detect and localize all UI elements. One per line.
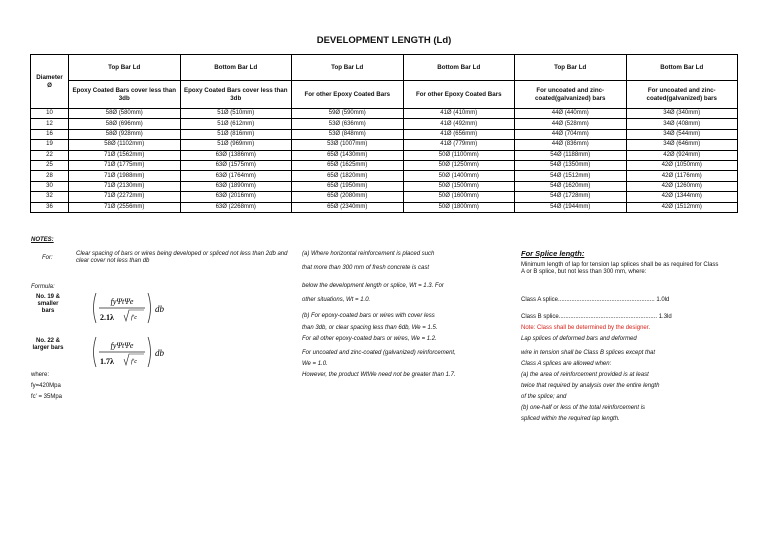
length-cell: 65Ø (1430mm) xyxy=(292,150,404,160)
length-cell: 65Ø (2080mm) xyxy=(292,192,404,202)
paren-left xyxy=(94,337,97,367)
designer-note: Note: Class shall be determined by the designer. xyxy=(521,325,651,331)
length-cell: 54Ø (1728mm) xyxy=(515,192,627,202)
diameter-cell: 25 xyxy=(31,160,69,170)
table-row xyxy=(31,160,738,170)
length-cell: 44Ø (704mm) xyxy=(515,129,627,139)
class-b-splice: Class B splice........................................................... 1.3ld xyxy=(521,314,672,320)
mid-note-line: (b) For epoxy-coated bars or wires with cover less xyxy=(302,313,435,319)
mid-note-line: other situations, Wt = 1.0. xyxy=(302,297,371,303)
diameter-cell: 19 xyxy=(31,140,69,150)
length-cell: 63Ø (1764mm) xyxy=(180,171,292,181)
length-cell: 65Ø (1950mm) xyxy=(292,181,404,191)
splice-line: (a) the area of reinforcement provided is at least xyxy=(521,372,649,378)
table-row xyxy=(31,192,738,202)
formula-numerator: fyΨtΨe xyxy=(110,297,134,306)
diameter-cell: 22 xyxy=(31,150,69,160)
mid-note-line: (a) Where horizontal reinforcement is placed such xyxy=(302,251,435,257)
length-cell: 42Ø (1176mm) xyxy=(626,171,738,181)
length-cell: 58Ø (696mm) xyxy=(69,119,181,129)
paren-left xyxy=(94,293,97,323)
length-cell: 58Ø (928mm) xyxy=(69,129,181,139)
table-row xyxy=(31,181,738,191)
formula-large-bars xyxy=(90,334,168,370)
length-cell: 51Ø (510mm) xyxy=(180,109,292,119)
length-cell: 54Ø (1350mm) xyxy=(515,160,627,170)
sub-header: Epoxy Coated Bars cover less than 3db xyxy=(180,81,292,109)
length-cell: 51Ø (969mm) xyxy=(180,140,292,150)
table-row xyxy=(31,109,738,119)
large-bars-label: No. 22 & larger bars xyxy=(32,338,64,352)
table-row xyxy=(31,119,738,129)
diameter-cell: 28 xyxy=(31,171,69,181)
table-subheader-row xyxy=(31,81,738,109)
mid-note-line: For uncoated and zinc-coated (galvanized) reinforcement, xyxy=(302,350,456,356)
fy-value: fy=420Mpa xyxy=(31,383,61,389)
paren-right xyxy=(148,293,151,323)
length-cell: 71Ø (2272mm) xyxy=(69,192,181,202)
diameter-header-label: Diameter xyxy=(36,74,63,82)
for-label: For: xyxy=(42,255,53,261)
diameter-cell: 30 xyxy=(31,181,69,191)
length-cell: 58Ø (1102mm) xyxy=(69,140,181,150)
notes-label: NOTES: xyxy=(31,237,54,243)
length-cell: 50Ø (1500mm) xyxy=(403,181,515,191)
length-cell: 63Ø (1386mm) xyxy=(180,150,292,160)
formula-numerator: fyΨtΨe xyxy=(110,341,134,350)
paren-right xyxy=(148,337,151,367)
length-cell: 41Ø (492mm) xyxy=(403,119,515,129)
length-cell: 63Ø (1575mm) xyxy=(180,160,292,170)
splice-line: Lap splices of deformed bars and deformed xyxy=(521,336,637,342)
length-cell: 50Ø (1400mm) xyxy=(403,171,515,181)
table-row xyxy=(31,129,738,139)
length-cell: 71Ø (2130mm) xyxy=(69,181,181,191)
group-header: Top Bar Ld xyxy=(292,55,404,81)
length-cell: 50Ø (1600mm) xyxy=(403,192,515,202)
formula-denominator: 2.1λ xyxy=(100,313,114,322)
length-cell: 41Ø (410mm) xyxy=(403,109,515,119)
small-bars-label: No. 19 & smaller bars xyxy=(35,294,60,315)
sub-header: For other Epoxy Coated Bars xyxy=(403,81,515,109)
diameter-cell: 12 xyxy=(31,119,69,129)
splice-line: wire in tension shall be Class B splices except that xyxy=(521,350,656,356)
sub-header: For other Epoxy Coated Bars xyxy=(292,81,404,109)
formula-label: Formula: xyxy=(31,284,55,290)
table-body xyxy=(31,109,738,213)
diameter-header xyxy=(31,55,69,109)
length-cell: 71Ø (1562mm) xyxy=(69,150,181,160)
formula-root: f'c xyxy=(131,314,138,321)
splice-line: Class A splices are allowed when: xyxy=(521,361,612,367)
formula-small-bars xyxy=(90,290,168,326)
diameter-cell: 10 xyxy=(31,109,69,119)
table-row xyxy=(31,202,738,212)
diameter-cell: 16 xyxy=(31,129,69,139)
fc-value: fc' = 35Mpa xyxy=(31,394,62,400)
length-cell: 58Ø (580mm) xyxy=(69,109,181,119)
mid-note-line: However, the product WtWe need not be greater than 1.7. xyxy=(302,372,456,378)
length-cell: 63Ø (2268mm) xyxy=(180,202,292,212)
diameter-symbol: Ø xyxy=(47,81,52,89)
splice-title: For Splice length: xyxy=(521,249,585,258)
formula-denominator: 1.7λ xyxy=(100,357,114,366)
mid-note-line: We = 1.0. xyxy=(302,361,328,367)
length-cell: 44Ø (528mm) xyxy=(515,119,627,129)
length-cell: 59Ø (590mm) xyxy=(292,109,404,119)
group-header: Top Bar Ld xyxy=(515,55,627,81)
length-cell: 54Ø (1620mm) xyxy=(515,181,627,191)
class-a-splice: Class A splice.......................................................... 1.0ld xyxy=(521,297,670,303)
page-title: DEVELOPMENT LENGTH (Ld) xyxy=(316,35,452,46)
splice-line: (b) one-half or less of the total reinforcement is xyxy=(521,405,646,411)
splice-line: twice that required by analysis over the entire length xyxy=(521,383,660,389)
mid-note-line: than 3db, or clear spacing less than 6db, We = 1.5. xyxy=(302,325,438,331)
length-cell: 65Ø (1820mm) xyxy=(292,171,404,181)
mid-note-line: below the development length or splice, Wt = 1.3. For xyxy=(302,283,444,289)
splice-line: of the splice; and xyxy=(521,394,567,400)
table-header-row xyxy=(31,55,738,81)
group-header: Bottom Bar Ld xyxy=(403,55,515,81)
length-cell: 34Ø (646mm) xyxy=(626,140,738,150)
splice-line: spliced within the required lap length. xyxy=(521,416,620,422)
length-cell: 50Ø (1800mm) xyxy=(403,202,515,212)
length-cell: 41Ø (656mm) xyxy=(403,129,515,139)
length-cell: 50Ø (1100mm) xyxy=(403,150,515,160)
length-cell: 42Ø (1260mm) xyxy=(626,181,738,191)
for-text: Clear spacing of bars or wires being developed or spliced not less than 2db and clear cover not less than db xyxy=(76,251,288,265)
length-cell: 34Ø (408mm) xyxy=(626,119,738,129)
length-cell: 51Ø (612mm) xyxy=(180,119,292,129)
splice-intro: Minimum length of lap for tension lap splices shall be as required for Class A or B splice, but not less than 300 mm, where: xyxy=(521,262,719,276)
table-row xyxy=(31,150,738,160)
diameter-cell: 36 xyxy=(31,202,69,212)
length-cell: 71Ø (1775mm) xyxy=(69,160,181,170)
length-cell: 54Ø (1512mm) xyxy=(515,171,627,181)
length-cell: 54Ø (1188mm) xyxy=(515,150,627,160)
length-cell: 65Ø (1625mm) xyxy=(292,160,404,170)
sub-header: Epoxy Coated Bars cover less than 3db xyxy=(69,81,181,109)
sub-header: For uncoated and zinc-coated(galvanized) bars xyxy=(515,81,627,109)
length-cell: 71Ø (2556mm) xyxy=(69,202,181,212)
length-cell: 53Ø (848mm) xyxy=(292,129,404,139)
development-length-table xyxy=(30,54,738,213)
length-cell: 42Ø (1050mm) xyxy=(626,160,738,170)
mid-note-line: that more than 300 mm of fresh concrete is cast xyxy=(302,265,430,271)
diameter-cell: 32 xyxy=(31,192,69,202)
group-header: Top Bar Ld xyxy=(69,55,181,81)
length-cell: 63Ø (2016mm) xyxy=(180,192,292,202)
length-cell: 51Ø (816mm) xyxy=(180,129,292,139)
where-label: where: xyxy=(31,372,50,378)
group-header: Bottom Bar Ld xyxy=(180,55,292,81)
group-header: Bottom Bar Ld xyxy=(626,55,738,81)
length-cell: 34Ø (340mm) xyxy=(626,109,738,119)
length-cell: 54Ø (1944mm) xyxy=(515,202,627,212)
length-cell: 41Ø (779mm) xyxy=(403,140,515,150)
sub-header: For uncoated and zinc-coated(galvanized) bars xyxy=(626,81,738,109)
length-cell: 71Ø (1988mm) xyxy=(69,171,181,181)
length-cell: 34Ø (544mm) xyxy=(626,129,738,139)
length-cell: 44Ø (440mm) xyxy=(515,109,627,119)
length-cell: 53Ø (636mm) xyxy=(292,119,404,129)
mid-note-line: For all other epoxy-coated bars or wires, We = 1.2. xyxy=(302,336,437,342)
formula-suffix: db xyxy=(155,304,164,314)
table-row xyxy=(31,140,738,150)
length-cell: 42Ø (1344mm) xyxy=(626,192,738,202)
length-cell: 42Ø (924mm) xyxy=(626,150,738,160)
length-cell: 63Ø (1890mm) xyxy=(180,181,292,191)
length-cell: 50Ø (1250mm) xyxy=(403,160,515,170)
table-row xyxy=(31,171,738,181)
formula-root: f'c xyxy=(131,358,138,365)
length-cell: 53Ø (1007mm) xyxy=(292,140,404,150)
formula-suffix: db xyxy=(155,348,164,358)
length-cell: 44Ø (836mm) xyxy=(515,140,627,150)
length-cell: 65Ø (2340mm) xyxy=(292,202,404,212)
length-cell: 42Ø (1512mm) xyxy=(626,202,738,212)
